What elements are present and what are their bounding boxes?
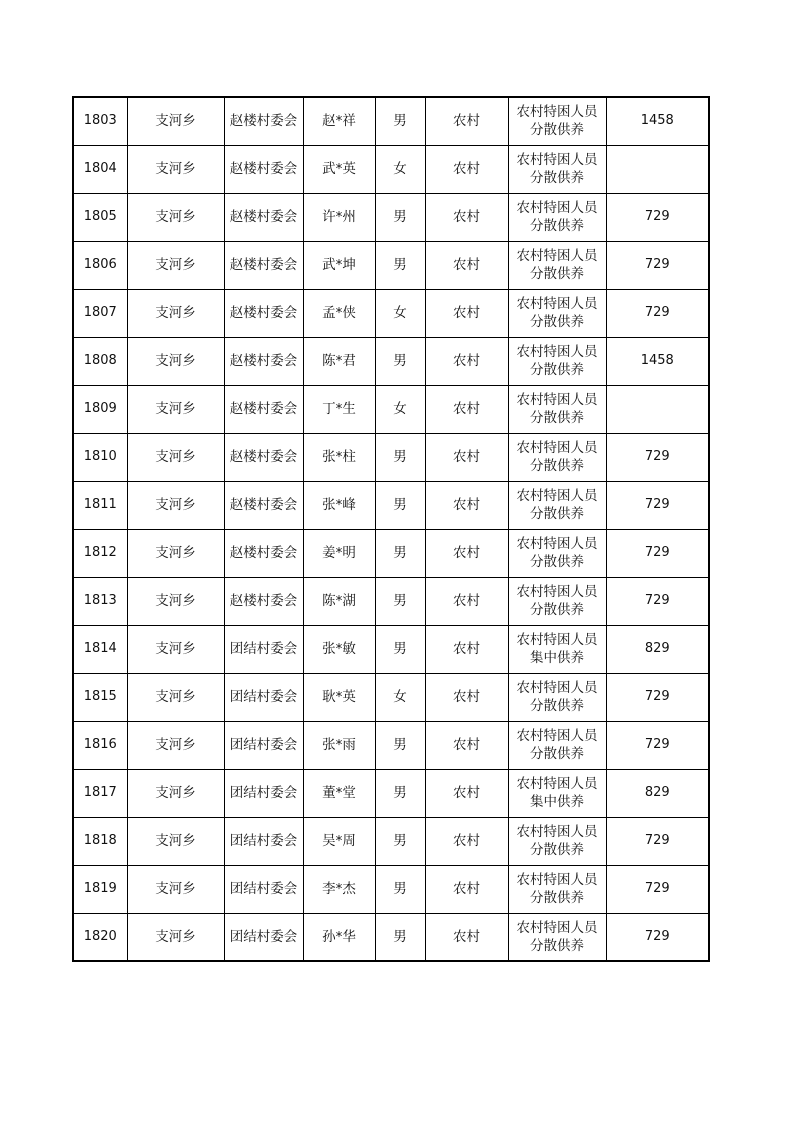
amount-cell: 829 [606, 625, 709, 673]
township-cell: 支河乡 [127, 385, 224, 433]
table-row [73, 337, 709, 385]
amount-cell [606, 385, 709, 433]
support-category-cell: 农村特困人员分散供养 [508, 529, 606, 577]
support-category-cell: 农村特困人员分散供养 [508, 289, 606, 337]
table-row [73, 769, 709, 817]
township-cell: 支河乡 [127, 433, 224, 481]
amount-cell: 729 [606, 913, 709, 961]
person-name-cell: 耿*英 [303, 673, 375, 721]
support-category-cell: 农村特困人员集中供养 [508, 625, 606, 673]
support-category-cell: 农村特困人员分散供养 [508, 385, 606, 433]
person-name-cell: 姜*明 [303, 529, 375, 577]
row-number-cell: 1810 [73, 433, 127, 481]
village-committee-cell: 赵楼村委会 [224, 241, 303, 289]
village-committee-cell: 赵楼村委会 [224, 337, 303, 385]
support-category-cell: 农村特困人员分散供养 [508, 337, 606, 385]
township-cell: 支河乡 [127, 913, 224, 961]
table-row [73, 865, 709, 913]
table-row [73, 625, 709, 673]
amount-cell: 1458 [606, 337, 709, 385]
gender-cell: 男 [375, 337, 425, 385]
township-cell: 支河乡 [127, 241, 224, 289]
amount-cell: 729 [606, 289, 709, 337]
area-type-cell: 农村 [425, 193, 508, 241]
row-number-cell: 1812 [73, 529, 127, 577]
amount-cell: 729 [606, 433, 709, 481]
gender-cell: 男 [375, 97, 425, 145]
row-number-cell: 1806 [73, 241, 127, 289]
person-name-cell: 张*柱 [303, 433, 375, 481]
village-committee-cell: 团结村委会 [224, 769, 303, 817]
table-row [73, 145, 709, 193]
area-type-cell: 农村 [425, 625, 508, 673]
village-committee-cell: 赵楼村委会 [224, 577, 303, 625]
person-name-cell: 董*堂 [303, 769, 375, 817]
gender-cell: 男 [375, 721, 425, 769]
amount-cell: 1458 [606, 97, 709, 145]
relief-roster-table [72, 96, 710, 962]
village-committee-cell: 赵楼村委会 [224, 433, 303, 481]
support-category-cell: 农村特困人员分散供养 [508, 913, 606, 961]
area-type-cell: 农村 [425, 673, 508, 721]
township-cell: 支河乡 [127, 817, 224, 865]
village-committee-cell: 赵楼村委会 [224, 385, 303, 433]
township-cell: 支河乡 [127, 289, 224, 337]
row-number-cell: 1820 [73, 913, 127, 961]
area-type-cell: 农村 [425, 817, 508, 865]
area-type-cell: 农村 [425, 577, 508, 625]
support-category-cell: 农村特困人员分散供养 [508, 241, 606, 289]
support-category-cell: 农村特困人员分散供养 [508, 481, 606, 529]
gender-cell: 男 [375, 865, 425, 913]
township-cell: 支河乡 [127, 529, 224, 577]
support-category-cell: 农村特困人员分散供养 [508, 865, 606, 913]
area-type-cell: 农村 [425, 433, 508, 481]
support-category-cell: 农村特困人员分散供养 [508, 817, 606, 865]
row-number-cell: 1807 [73, 289, 127, 337]
row-number-cell: 1816 [73, 721, 127, 769]
person-name-cell: 张*雨 [303, 721, 375, 769]
amount-cell: 829 [606, 769, 709, 817]
area-type-cell: 农村 [425, 481, 508, 529]
township-cell: 支河乡 [127, 865, 224, 913]
support-category-cell: 农村特困人员分散供养 [508, 145, 606, 193]
village-committee-cell: 团结村委会 [224, 817, 303, 865]
amount-cell: 729 [606, 577, 709, 625]
gender-cell: 女 [375, 385, 425, 433]
table-row [73, 241, 709, 289]
village-committee-cell: 团结村委会 [224, 625, 303, 673]
amount-cell: 729 [606, 817, 709, 865]
area-type-cell: 农村 [425, 289, 508, 337]
person-name-cell: 陈*君 [303, 337, 375, 385]
person-name-cell: 许*州 [303, 193, 375, 241]
village-committee-cell: 赵楼村委会 [224, 145, 303, 193]
gender-cell: 女 [375, 145, 425, 193]
amount-cell: 729 [606, 241, 709, 289]
table-row [73, 721, 709, 769]
township-cell: 支河乡 [127, 337, 224, 385]
village-committee-cell: 赵楼村委会 [224, 289, 303, 337]
area-type-cell: 农村 [425, 769, 508, 817]
village-committee-cell: 赵楼村委会 [224, 97, 303, 145]
township-cell: 支河乡 [127, 481, 224, 529]
township-cell: 支河乡 [127, 193, 224, 241]
amount-cell: 729 [606, 193, 709, 241]
support-category-cell: 农村特困人员分散供养 [508, 97, 606, 145]
row-number-cell: 1817 [73, 769, 127, 817]
table-row [73, 97, 709, 145]
support-category-cell: 农村特困人员分散供养 [508, 577, 606, 625]
person-name-cell: 陈*湖 [303, 577, 375, 625]
table-row [73, 529, 709, 577]
area-type-cell: 农村 [425, 145, 508, 193]
township-cell: 支河乡 [127, 97, 224, 145]
township-cell: 支河乡 [127, 721, 224, 769]
person-name-cell: 张*峰 [303, 481, 375, 529]
row-number-cell: 1803 [73, 97, 127, 145]
row-number-cell: 1805 [73, 193, 127, 241]
village-committee-cell: 团结村委会 [224, 721, 303, 769]
village-committee-cell: 赵楼村委会 [224, 529, 303, 577]
township-cell: 支河乡 [127, 673, 224, 721]
township-cell: 支河乡 [127, 577, 224, 625]
gender-cell: 女 [375, 289, 425, 337]
amount-cell: 729 [606, 529, 709, 577]
table-row [73, 817, 709, 865]
support-category-cell: 农村特困人员分散供养 [508, 433, 606, 481]
row-number-cell: 1808 [73, 337, 127, 385]
person-name-cell: 孙*华 [303, 913, 375, 961]
support-category-cell: 农村特困人员集中供养 [508, 769, 606, 817]
township-cell: 支河乡 [127, 145, 224, 193]
gender-cell: 男 [375, 241, 425, 289]
table-row [73, 433, 709, 481]
person-name-cell: 张*敏 [303, 625, 375, 673]
area-type-cell: 农村 [425, 721, 508, 769]
amount-cell: 729 [606, 865, 709, 913]
area-type-cell: 农村 [425, 865, 508, 913]
support-category-cell: 农村特困人员分散供养 [508, 673, 606, 721]
amount-cell: 729 [606, 673, 709, 721]
amount-cell [606, 145, 709, 193]
gender-cell: 男 [375, 577, 425, 625]
person-name-cell: 赵*祥 [303, 97, 375, 145]
amount-cell: 729 [606, 721, 709, 769]
row-number-cell: 1818 [73, 817, 127, 865]
support-category-cell: 农村特困人员分散供养 [508, 721, 606, 769]
area-type-cell: 农村 [425, 529, 508, 577]
row-number-cell: 1819 [73, 865, 127, 913]
person-name-cell: 李*杰 [303, 865, 375, 913]
person-name-cell: 武*坤 [303, 241, 375, 289]
table-row [73, 673, 709, 721]
area-type-cell: 农村 [425, 385, 508, 433]
row-number-cell: 1804 [73, 145, 127, 193]
row-number-cell: 1814 [73, 625, 127, 673]
area-type-cell: 农村 [425, 913, 508, 961]
gender-cell: 男 [375, 529, 425, 577]
row-number-cell: 1815 [73, 673, 127, 721]
gender-cell: 男 [375, 481, 425, 529]
person-name-cell: 丁*生 [303, 385, 375, 433]
row-number-cell: 1809 [73, 385, 127, 433]
gender-cell: 男 [375, 769, 425, 817]
village-committee-cell: 团结村委会 [224, 865, 303, 913]
person-name-cell: 孟*侠 [303, 289, 375, 337]
table-row [73, 577, 709, 625]
gender-cell: 男 [375, 913, 425, 961]
table-row [73, 385, 709, 433]
gender-cell: 男 [375, 817, 425, 865]
area-type-cell: 农村 [425, 241, 508, 289]
amount-cell: 729 [606, 481, 709, 529]
gender-cell: 男 [375, 193, 425, 241]
village-committee-cell: 赵楼村委会 [224, 193, 303, 241]
table-row [73, 481, 709, 529]
person-name-cell: 武*英 [303, 145, 375, 193]
support-category-cell: 农村特困人员分散供养 [508, 193, 606, 241]
row-number-cell: 1813 [73, 577, 127, 625]
table-body [73, 97, 709, 961]
village-committee-cell: 赵楼村委会 [224, 481, 303, 529]
township-cell: 支河乡 [127, 625, 224, 673]
township-cell: 支河乡 [127, 769, 224, 817]
gender-cell: 女 [375, 673, 425, 721]
village-committee-cell: 团结村委会 [224, 913, 303, 961]
person-name-cell: 吴*周 [303, 817, 375, 865]
gender-cell: 男 [375, 625, 425, 673]
table-row [73, 289, 709, 337]
gender-cell: 男 [375, 433, 425, 481]
row-number-cell: 1811 [73, 481, 127, 529]
table-row [73, 193, 709, 241]
table-row [73, 913, 709, 961]
area-type-cell: 农村 [425, 97, 508, 145]
village-committee-cell: 团结村委会 [224, 673, 303, 721]
area-type-cell: 农村 [425, 337, 508, 385]
